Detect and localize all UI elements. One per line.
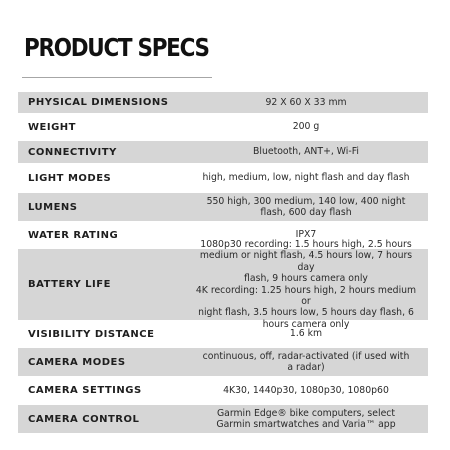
spec-value-line: Garmin Edge® bike computers, select: [216, 407, 396, 419]
spec-value-line: medium or night flash, 4.5 hours low, 7 hours day: [199, 250, 413, 273]
title-divider: [22, 77, 212, 78]
spec-row: [18, 405, 428, 436]
spec-row: [18, 92, 428, 116]
spec-value: [188, 351, 428, 374]
spec-value-line: night flash, 3.5 hours low, 5 hours day flash, 6: [198, 307, 414, 319]
spec-value: [188, 146, 428, 157]
spec-label: PHYSICAL DIMENSIONS: [28, 97, 169, 108]
spec-value-line: 550 high, 300 medium, 140 low, 400 night: [206, 195, 406, 207]
spec-row: [18, 348, 428, 379]
spec-value-line: 1.6 km: [289, 328, 323, 340]
spec-row: [18, 193, 428, 224]
spec-label: CAMERA SETTINGS: [28, 385, 142, 396]
spec-value-line: a radar): [287, 362, 325, 373]
spec-value: [188, 239, 428, 330]
spec-label: CAMERA MODES: [28, 356, 126, 368]
spec-label: WATER RATING: [28, 229, 119, 241]
spec-row: [18, 238, 428, 330]
spec-row: [18, 116, 428, 141]
specs-table: [18, 92, 428, 436]
spec-label: VISIBILITY DISTANCE: [28, 328, 155, 340]
spec-label: WEIGHT: [28, 121, 76, 133]
spec-value-line: IPX7: [295, 229, 317, 241]
spec-value-line: 200 g: [292, 121, 320, 133]
spec-value-line: 4K30, 1440p30, 1080p30, 1080p60: [223, 384, 389, 396]
spec-value-line: continuous, off, radar-activated (if used with: [202, 350, 410, 362]
spec-label: LUMENS: [28, 201, 78, 213]
spec-value: [188, 172, 428, 183]
spec-value-line: Garmin smartwatches and Varia™ app: [216, 419, 396, 430]
spec-label: CAMERA CONTROL: [28, 413, 140, 425]
spec-value: [188, 97, 428, 108]
spec-value: [188, 121, 428, 132]
spec-value: [188, 385, 428, 396]
spec-value-line: 1080p30 recording: 1.5 hours high, 2.5 hours: [200, 238, 412, 250]
spec-label: LIGHT MODES: [28, 172, 112, 184]
spec-value: [188, 408, 428, 431]
spec-value-line: flash, 9 hours camera only: [244, 273, 368, 285]
spec-value-line: flash, 600 day flash: [260, 207, 352, 218]
spec-row: [18, 141, 428, 166]
spec-value-line: hours camera only: [262, 318, 350, 330]
spec-label: CONNECTIVITY: [28, 146, 117, 158]
spec-value-line: Bluetooth, ANT+, Wi-Fi: [253, 146, 359, 158]
page-title: PRODUCT SPECS: [24, 33, 209, 62]
spec-value-line: 4K recording: 1.25 hours high, 2 hours medium or: [195, 284, 417, 307]
spec-value-line: high, medium, low, night flash and day flash: [202, 172, 410, 184]
spec-row: [18, 379, 428, 405]
spec-value-line: 92 X 60 X 33 mm: [265, 96, 347, 108]
spec-row: [18, 166, 428, 193]
spec-value: [188, 196, 428, 219]
spec-label: BATTERY LIFE: [28, 279, 111, 290]
spec-value: [188, 328, 428, 339]
